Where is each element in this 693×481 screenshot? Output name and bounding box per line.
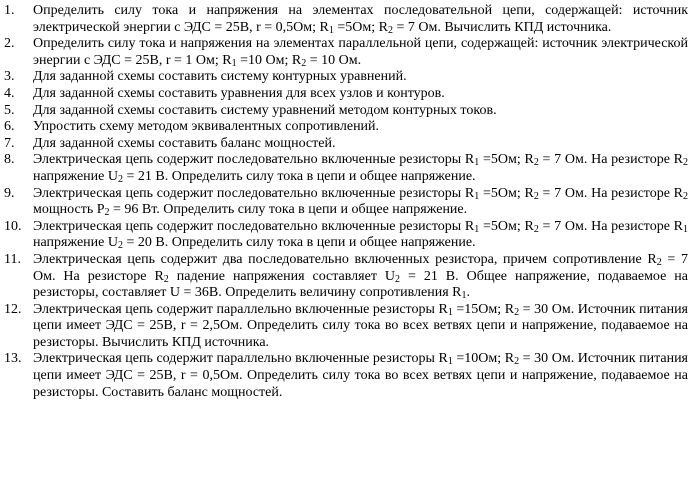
task-item: [4, 119, 688, 136]
text-run: =10 Ом; R: [236, 52, 302, 68]
subscript-index: 2: [117, 240, 123, 252]
text-run: =5Ом; R: [333, 19, 388, 35]
subscript-index: 1: [474, 190, 480, 202]
text-run: = 7 Ом. На резисторе R: [33, 251, 688, 284]
task-item: [4, 3, 688, 36]
task-text: [33, 152, 688, 185]
task-number: 13.: [4, 351, 22, 367]
task-item: [4, 36, 688, 69]
text-run: = 30 Ом. Источник питания цепи имеет ЭДС = 25В, r = 2,5Ом. Определить силу тока во всех ветвях цепи и напряжение, подаваемое на резисторы. Вычислить КПД источника.: [33, 301, 688, 350]
task-text: [33, 36, 688, 69]
task-number: 1.: [4, 3, 15, 18]
text-run: =10Ом; R: [452, 351, 515, 367]
task-number: 3.: [4, 69, 15, 85]
subscript-index: 2: [117, 173, 123, 185]
task-list: [4, 3, 688, 401]
text-run: Электрическая цепь содержит параллельно включенные резисторы R: [33, 301, 448, 317]
task-number: 2.: [4, 36, 15, 52]
text-run: =5Ом; R: [479, 218, 534, 234]
task-text: [33, 136, 688, 153]
task-item: [4, 351, 688, 401]
text-run: =5Ом; R: [479, 185, 534, 201]
subscript-index: 1: [447, 306, 453, 318]
task-item: [4, 103, 688, 120]
text-run: = 10 Ом.: [306, 52, 362, 68]
subscript-index: 2: [163, 273, 169, 285]
task-number: 9.: [4, 185, 15, 201]
subscript-index: 2: [533, 190, 539, 202]
text-run: = 7 Ом. На резисторе R: [538, 185, 684, 201]
subscript-index: 2: [683, 157, 689, 169]
text-run: = 30 Ом. Источник питания цепи имеет ЭДС = 25В, r = 0,5Ом. Определить силу тока во всех ветвях цепи и напряжение, подаваемое на резисторы. Составить баланс мощностей.: [33, 351, 688, 400]
text-run: Упростить схему методом эквивалентных сопротивлений.: [33, 119, 380, 135]
task-text: [33, 3, 688, 36]
text-run: Для заданной схемы составить уравнения для всех узлов и контуров.: [33, 85, 445, 101]
subscript-index: 2: [514, 356, 520, 368]
text-run: Электрическая цепь содержит параллельно включенные резисторы R: [33, 351, 448, 367]
task-item: [4, 86, 688, 103]
text-run: =15Ом; R: [452, 301, 515, 317]
task-item: [4, 186, 688, 219]
task-number: 5.: [4, 102, 15, 118]
text-run: напряжение U: [33, 235, 118, 251]
subscript-index: 2: [104, 207, 110, 219]
text-run: = 96 Вт. Определить силу тока в цепи и общее напряжение.: [109, 202, 468, 218]
subscript-index: 2: [395, 273, 401, 285]
text-run: Электрическая цепь содержит последовательно включенные резисторы R: [33, 218, 475, 234]
task-number: 6.: [4, 119, 15, 135]
task-item: [4, 302, 688, 352]
subscript-index: 2: [683, 190, 689, 202]
subscript-index: 2: [301, 57, 307, 69]
subscript-index: 1: [474, 157, 480, 169]
task-number: 7.: [4, 135, 15, 151]
task-text: [33, 219, 688, 252]
subscript-index: 2: [514, 306, 520, 318]
text-run: = 21 В. Общее напряжение, подаваемое на резисторы, составляет U = 36В. Определить величину сопротивления R: [33, 268, 688, 301]
text-run: Для заданной схемы составить систему уравнений методом контурных токов.: [33, 102, 497, 118]
text-run: мощность P: [33, 202, 105, 218]
text-run: падение напряжения составляет U: [168, 268, 396, 284]
text-run: = 21 В. Определить силу тока в цепи и общее напряжение.: [122, 168, 476, 184]
task-number: 11.: [4, 251, 21, 267]
task-text: [33, 103, 688, 120]
task-number: 8.: [4, 152, 15, 168]
text-run: Для заданной схемы составить систему контурных уравнений.: [33, 69, 407, 85]
task-number: 4.: [4, 85, 15, 101]
text-run: = 7 Ом. На резисторе R: [538, 218, 684, 234]
subscript-index: 2: [533, 223, 539, 235]
task-item: [4, 69, 688, 86]
subscript-index: 1: [231, 57, 237, 69]
task-item: [4, 219, 688, 252]
subscript-index: 1: [328, 24, 334, 36]
task-item: [4, 136, 688, 153]
subscript-index: 1: [461, 290, 467, 302]
task-text: [33, 69, 688, 86]
task-text: [33, 351, 688, 401]
task-text: [33, 252, 688, 302]
text-run: Определить силу тока и напряжения на элементах параллельной цепи, содержащей: источник электрической энергии с ЭДС = 25В, r = 1 Ом; R: [33, 36, 688, 68]
task-number: 10.: [4, 218, 22, 234]
text-run: = 7 Ом. На резисторе R: [538, 152, 684, 168]
subscript-index: 2: [533, 157, 539, 169]
text-run: =5Ом; R: [479, 152, 534, 168]
task-number: 12.: [4, 301, 22, 317]
task-item: [4, 152, 688, 185]
task-item: [4, 252, 688, 302]
text-run: = 7 Ом. Вычислить КПД источника.: [392, 19, 612, 35]
text-run: Определить силу тока и напряжения на элементах последовательной цепи, содержащей: источник электрической энергии с ЭДС = 25В, r = 0,5Ом; R: [33, 3, 688, 35]
task-text: [33, 119, 688, 136]
subscript-index: 1: [447, 356, 453, 368]
text-run: Для заданной схемы составить баланс мощностей.: [33, 135, 336, 151]
subscript-index: 2: [387, 24, 393, 36]
task-text: [33, 302, 688, 352]
task-text: [33, 86, 688, 103]
text-run: Электрическая цепь содержит два последовательно включенных резистора, причем сопротивление R: [33, 251, 657, 267]
task-text: [33, 186, 688, 219]
subscript-index: 1: [474, 223, 480, 235]
text-run: напряжение U: [33, 168, 118, 184]
text-run: Электрическая цепь содержит последовательно включенные резисторы R: [33, 185, 475, 201]
text-run: Электрическая цепь содержит последовательно включенные резисторы R: [33, 152, 475, 168]
text-run: = 20 В. Определить силу тока в цепи и общее напряжение.: [122, 235, 476, 251]
subscript-index: 1: [683, 223, 689, 235]
text-run: .: [466, 285, 470, 301]
subscript-index: 2: [656, 256, 662, 268]
